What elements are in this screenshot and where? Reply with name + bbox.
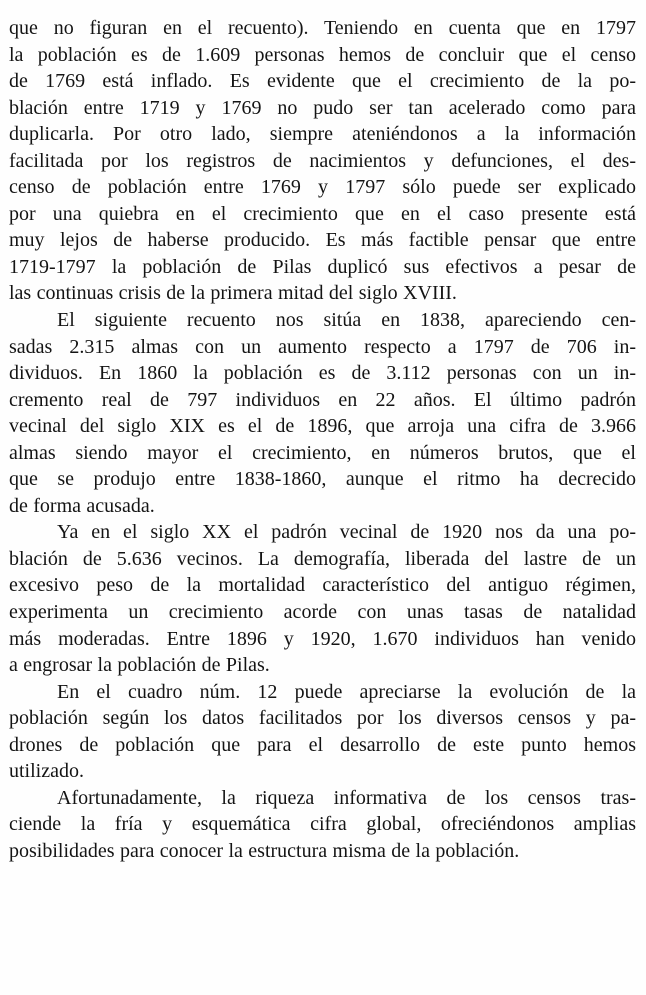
text-line: muy lejos de haberse producido. Es más factible pensar que entre xyxy=(9,229,636,252)
text-line: blación de 5.636 vecinos. La demografía, liberada del lastre de un xyxy=(9,547,636,570)
text-line: duplicarla. Por otro lado, siempre ateniéndonos a la información xyxy=(9,123,636,146)
text-line: de 1769 está inflado. Es evidente que el crecimiento de la po- xyxy=(9,70,636,93)
text-line: que se produjo entre 1838-1860, aunque el ritmo ha decrecido xyxy=(9,468,636,491)
text-line: facilitada por los registros de nacimientos y defunciones, el des- xyxy=(9,149,636,172)
text-line: Ya en el siglo XX el padrón vecinal de 1920 nos da una po- xyxy=(57,521,636,544)
text-line: sadas 2.315 almas con un aumento respecto a 1797 de 706 in- xyxy=(9,335,636,358)
text-line: utilizado. xyxy=(9,760,84,783)
text-line: drones de población que para el desarrollo de este punto hemos xyxy=(9,733,636,756)
text-line: la población es de 1.609 personas hemos de concluir que el censo xyxy=(9,43,636,66)
text-line: almas siendo mayor el crecimiento, en números brutos, que el xyxy=(9,441,636,464)
paragraph xyxy=(9,785,636,865)
text-line: En el cuadro núm. 12 puede apreciarse la evolución de la xyxy=(57,680,636,703)
text-line: 1719-1797 la población de Pilas duplicó sus efectivos a pesar de xyxy=(9,255,636,278)
paragraph xyxy=(9,307,636,519)
paragraph xyxy=(9,679,636,785)
body-text xyxy=(9,15,636,865)
text-line: las continuas crisis de la primera mitad del siglo XVIII. xyxy=(9,282,457,305)
text-line: Afortunadamente, la riqueza informativa de los censos tras- xyxy=(57,786,636,809)
text-line: censo de población entre 1769 y 1797 sólo puede ser explicado xyxy=(9,176,636,199)
paragraph xyxy=(9,15,636,307)
text-line: de forma acusada. xyxy=(9,494,155,517)
text-line: por una quiebra en el crecimiento que en el caso presente está xyxy=(9,202,636,225)
text-line: dividuos. En 1860 la población es de 3.112 personas con un in- xyxy=(9,362,636,385)
text-line: ciende la fría y esquemática cifra global, ofreciéndonos amplias xyxy=(9,813,636,836)
text-line: que no figuran en el recuento). Teniendo en cuenta que en 1797 xyxy=(9,17,636,39)
text-line: El siguiente recuento nos sitúa en 1838, apareciendo cen- xyxy=(57,309,636,332)
text-line: población según los datos facilitados por los diversos censos y pa- xyxy=(9,707,636,730)
text-line: cremento real de 797 individuos en 22 años. El último padrón xyxy=(9,388,636,411)
text-line: experimenta un crecimiento acorde con unas tasas de natalidad xyxy=(9,601,636,624)
text-line: a engrosar la población de Pilas. xyxy=(9,654,270,677)
text-line: más moderadas. Entre 1896 y 1920, 1.670 individuos han venido xyxy=(9,627,636,650)
text-line: excesivo peso de la mortalidad característico del antiguo régimen, xyxy=(9,574,636,597)
text-line: posibilidades para conocer la estructura misma de la población. xyxy=(9,839,520,862)
text-line: blación entre 1719 y 1769 no pudo ser tan acelerado como para xyxy=(9,96,636,119)
paragraph xyxy=(9,519,636,678)
text-line: vecinal del siglo XIX es el de 1896, que arroja una cifra de 3.966 xyxy=(9,415,636,438)
